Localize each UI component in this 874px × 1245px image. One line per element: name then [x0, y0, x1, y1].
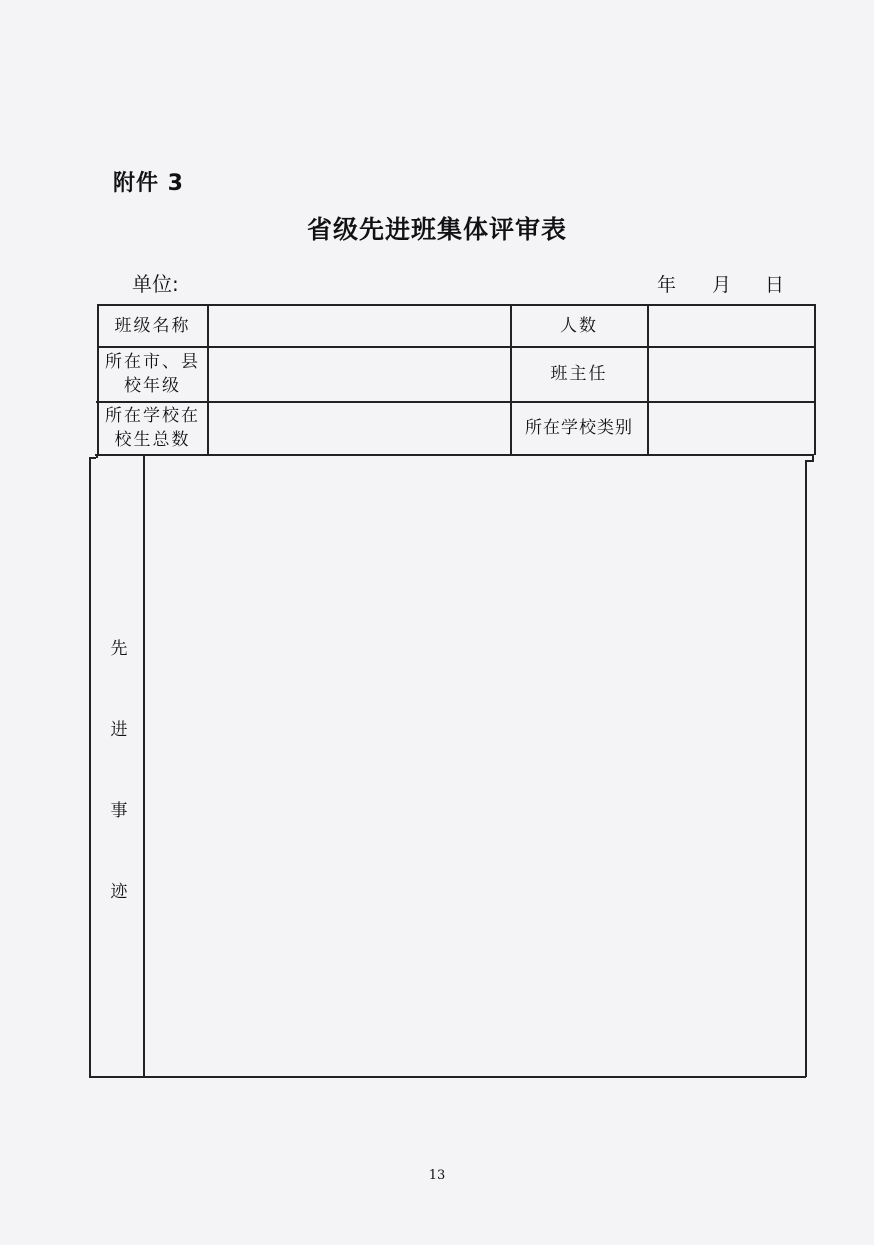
school-category-label: 所在学校类别 [525, 418, 633, 438]
form-title: 省级先进班集体评审表 [306, 215, 567, 244]
attachment-label: 附件 3 [113, 171, 184, 196]
deeds-label-char-3: 事 [110, 801, 128, 821]
school-total-label-line2: 校生总数 [114, 430, 191, 450]
deeds-left-border [89, 457, 91, 1077]
advanced-deeds-field[interactable] [145, 462, 803, 1074]
head-teacher-field[interactable] [648, 347, 814, 401]
deeds-label-char-2: 进 [110, 720, 128, 740]
school-total-students-label [98, 402, 207, 454]
headcount-label: 人数 [560, 315, 598, 336]
school-total-label-line1: 所在学校在 [105, 406, 200, 426]
day-label: 日 [765, 274, 785, 296]
class-name-label: 班级名称 [114, 315, 191, 336]
city-county-grade-field[interactable] [208, 347, 510, 401]
city-county-label-line2: 校年级 [124, 376, 181, 396]
year-label: 年 [657, 274, 677, 296]
unit-label: 单位: [132, 272, 179, 296]
deeds-right-border [805, 460, 807, 1077]
deeds-right-offset [805, 460, 813, 462]
school-total-students-field[interactable] [208, 402, 510, 454]
head-teacher-label: 班主任 [550, 364, 608, 384]
table-right-border-upper [814, 304, 816, 455]
school-category-field[interactable] [648, 402, 814, 454]
class-name-field[interactable] [208, 305, 510, 346]
table-bottom-border [89, 1076, 806, 1078]
deeds-label-char-1: 先 [110, 639, 128, 659]
month-label: 月 [712, 274, 732, 296]
city-county-grade-label [98, 347, 207, 401]
deeds-left-joint [96, 454, 98, 458]
page-number: 13 [428, 1168, 446, 1183]
deeds-label-char-4: 迹 [110, 882, 128, 902]
headcount-field[interactable] [648, 305, 814, 346]
city-county-label-line1: 所在市、县 [105, 352, 200, 372]
deeds-left-offset [89, 457, 96, 459]
row-divider-3 [95, 454, 813, 456]
